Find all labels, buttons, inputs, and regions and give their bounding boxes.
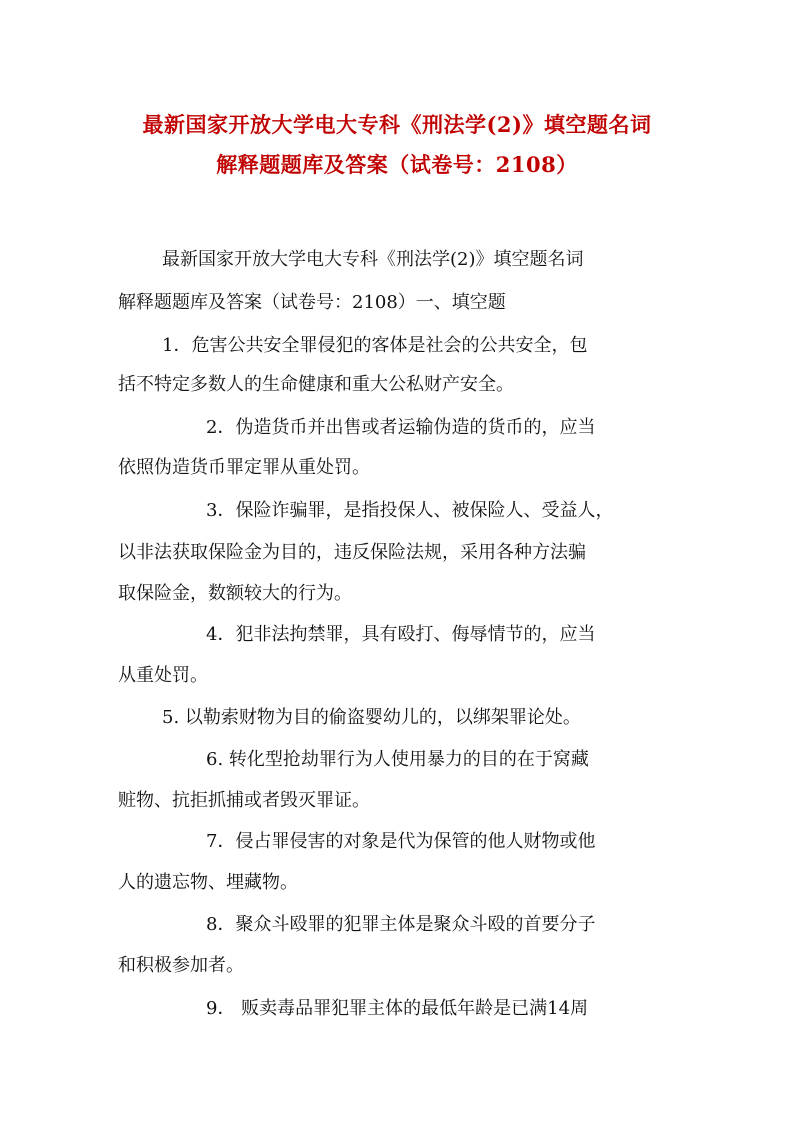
item-6-line-1: 6. 转化型抢劫罪行为人使用暴力的目的在于窝藏 <box>206 749 589 770</box>
item-3-line-3: 取保险金，数额较大的行为。 <box>118 583 352 604</box>
item-4-line-2: 从重处罚。 <box>118 665 208 686</box>
item-8-line-1: 8．聚众斗殴罪的犯罪主体是聚众斗殴的首要分子 <box>206 914 596 935</box>
item-8-line-2: 和积极参加者。 <box>118 955 244 976</box>
intro-line-1: 最新国家开放大学电大专科《刑法学(2)》填空题名词 <box>162 249 584 270</box>
document-title-line-1: 最新国家开放大学电大专科《刑法学(2)》填空题名词 <box>142 112 652 137</box>
item-7-line-1: 7．侵占罪侵害的对象是代为保管的他人财物或他 <box>206 831 596 852</box>
item-3-line-2: 以非法获取保险金为目的，违反保险法规，采用各种方法骗 <box>118 542 586 563</box>
item-3-line-1: 3．保险诈骗罪，是指投保人、被保险人、受益人， <box>206 500 614 521</box>
document-title-line-2: 解释题题库及答案（试卷号：2108） <box>216 152 578 177</box>
item-2-line-1: 2．伪造货币并出售或者运输伪造的货币的，应当 <box>206 417 596 438</box>
intro-line-2: 解释题题库及答案（试卷号：2108）一、填空题 <box>118 292 506 313</box>
item-2-line-2: 依照伪造货币罪定罪从重处罚。 <box>118 457 370 478</box>
item-5-line-1: 5. 以勒索财物为目的偷盗婴幼儿的，以绑架罪论处。 <box>162 707 581 728</box>
item-1-line-1: 1．危害公共安全罪侵犯的客体是社会的公共安全，包 <box>162 335 588 356</box>
item-1-line-2: 括不特定多数人的生命健康和重大公私财产安全。 <box>118 374 514 395</box>
item-9-line-1: 9． 贩卖毒品罪犯罪主体的最低年龄是已满14周 <box>206 998 589 1019</box>
item-7-line-2: 人的遗忘物、埋藏物。 <box>118 872 298 893</box>
item-4-line-1: 4．犯非法拘禁罪，具有殴打、侮辱情节的，应当 <box>206 624 596 645</box>
item-6-line-2: 赃物、抗拒抓捕或者毁灭罪证。 <box>118 790 370 811</box>
